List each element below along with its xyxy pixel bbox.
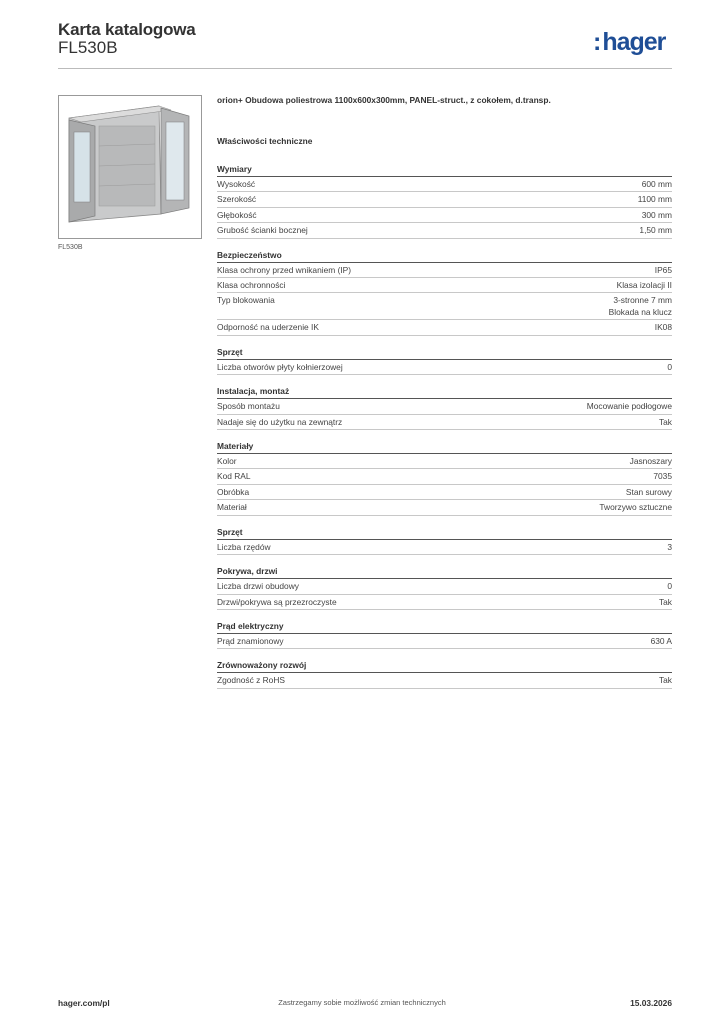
spec-row — [217, 415, 672, 430]
spec-value: Tak — [658, 416, 672, 427]
header-divider — [58, 68, 672, 69]
spec-value: Tak — [658, 596, 672, 607]
footer-date: 15.03.2026 — [630, 998, 672, 1008]
spec-label: Wysokość — [217, 179, 256, 189]
spec-label: Grubość ścianki bocznej — [217, 225, 308, 236]
spec-label: Klasa ochronności — [217, 280, 286, 291]
spec-row — [217, 263, 672, 278]
spec-label: Odporność na uderzenie IK — [217, 322, 319, 333]
logo-colon: : — [593, 28, 602, 56]
spec-section — [217, 565, 672, 610]
spec-row — [217, 500, 672, 515]
hager-logo — [593, 28, 665, 57]
spec-row — [217, 673, 672, 688]
spec-label: Liczba drzwi obudowy — [217, 581, 299, 592]
spec-value: Tak — [658, 675, 672, 686]
spec-value: 3 — [667, 541, 672, 552]
product-details — [217, 95, 672, 689]
spec-row — [217, 469, 672, 484]
spec-section — [217, 249, 672, 336]
spec-value: IK08 — [654, 322, 672, 333]
product-code: FL530B — [58, 38, 118, 57]
page-title: Karta katalogowa — [58, 20, 196, 39]
spec-row — [217, 208, 672, 223]
spec-row — [217, 360, 672, 375]
spec-row — [217, 399, 672, 414]
tech-properties-heading: Właściwości techniczne — [217, 136, 313, 146]
spec-section — [217, 440, 672, 516]
spec-value-line: Blokada na klucz — [608, 307, 672, 318]
spec-row — [217, 192, 672, 207]
spec-value: 630 A — [650, 635, 672, 646]
spec-value: Klasa izolacji II — [616, 280, 672, 291]
spec-section — [217, 385, 672, 430]
spec-label: Sposób montażu — [217, 401, 280, 412]
spec-row — [217, 278, 672, 293]
spec-value: 0 — [667, 361, 672, 372]
spec-row — [217, 223, 672, 238]
section-title: Sprzęt — [217, 526, 672, 540]
footer-website[interactable]: hager.com/pl — [58, 998, 110, 1008]
spec-value: Jasnoszary — [629, 456, 672, 467]
spec-row — [217, 595, 672, 610]
spec-section — [217, 620, 672, 649]
spec-label: Głębokość — [217, 209, 257, 220]
spec-label: Szerokość — [217, 194, 257, 205]
section-title: Materiały — [217, 440, 672, 454]
spec-value: 600 mm — [641, 179, 672, 189]
spec-label: Kod RAL — [217, 471, 251, 482]
section-title: Prąd elektryczny — [217, 620, 672, 634]
spec-value: 1100 mm — [637, 194, 672, 205]
section-title: Zrównoważony rozwój — [217, 659, 672, 673]
spec-label: Prąd znamionowy — [217, 635, 284, 646]
spec-value: 1,50 mm — [639, 225, 672, 236]
spec-label: Nadaje się do użytku na zewnątrz — [217, 416, 343, 427]
spec-row — [217, 320, 672, 335]
spec-row — [217, 293, 672, 320]
section-title: Pokrywa, drzwi — [217, 565, 672, 579]
spec-value: 7035 — [653, 471, 672, 482]
logo-text: hager — [602, 28, 666, 56]
spec-label: Drzwi/pokrywa są przezroczyste — [217, 596, 337, 607]
section-title: Bezpieczeństwo — [217, 249, 672, 263]
image-caption: FL530B — [58, 244, 83, 251]
product-description: orion+ Obudowa poliestrowa 1100x600x300mm, PANEL-struct., z cokołem, d.transp. — [217, 95, 551, 105]
spec-label: Obróbka — [217, 486, 250, 497]
spec-label: Typ blokowania — [217, 295, 275, 306]
spec-section — [217, 659, 672, 688]
spec-value: 300 mm — [641, 209, 672, 220]
spec-label: Klasa ochrony przed wnikaniem (IP) — [217, 264, 352, 275]
spec-value: Tworzywo sztuczne — [599, 502, 672, 513]
spec-row — [217, 177, 672, 192]
spec-label: Zgodność z RoHS — [217, 675, 285, 686]
spec-value: 0 — [667, 581, 672, 592]
spec-label: Materiał — [217, 502, 247, 513]
spec-sections — [217, 163, 672, 689]
enclosure-illustration — [59, 96, 201, 238]
spec-row — [217, 540, 672, 555]
spec-label: Liczba otworów płyty kołnierzowej — [217, 361, 343, 372]
product-image — [58, 95, 202, 239]
spec-section — [217, 163, 672, 239]
spec-row — [217, 485, 672, 500]
spec-value: Stan surowy — [625, 486, 672, 497]
spec-value: Mocowanie podłogowe — [586, 401, 672, 412]
spec-value-line: 3-stronne 7 mm — [613, 295, 672, 306]
spec-label: Liczba rzędów — [217, 541, 271, 552]
spec-section — [217, 526, 672, 555]
section-title: Instalacja, montaż — [217, 385, 672, 399]
spec-row — [217, 579, 672, 594]
spec-value — [609, 294, 672, 318]
footer-disclaimer: Zastrzegamy sobie możliwość zmian technicznych — [278, 998, 446, 1007]
spec-row — [217, 454, 672, 469]
section-title: Wymiary — [217, 163, 672, 177]
spec-section — [217, 346, 672, 375]
spec-label: Kolor — [217, 456, 237, 467]
spec-row — [217, 634, 672, 649]
spec-value: IP65 — [654, 264, 672, 275]
section-title: Sprzęt — [217, 346, 672, 360]
